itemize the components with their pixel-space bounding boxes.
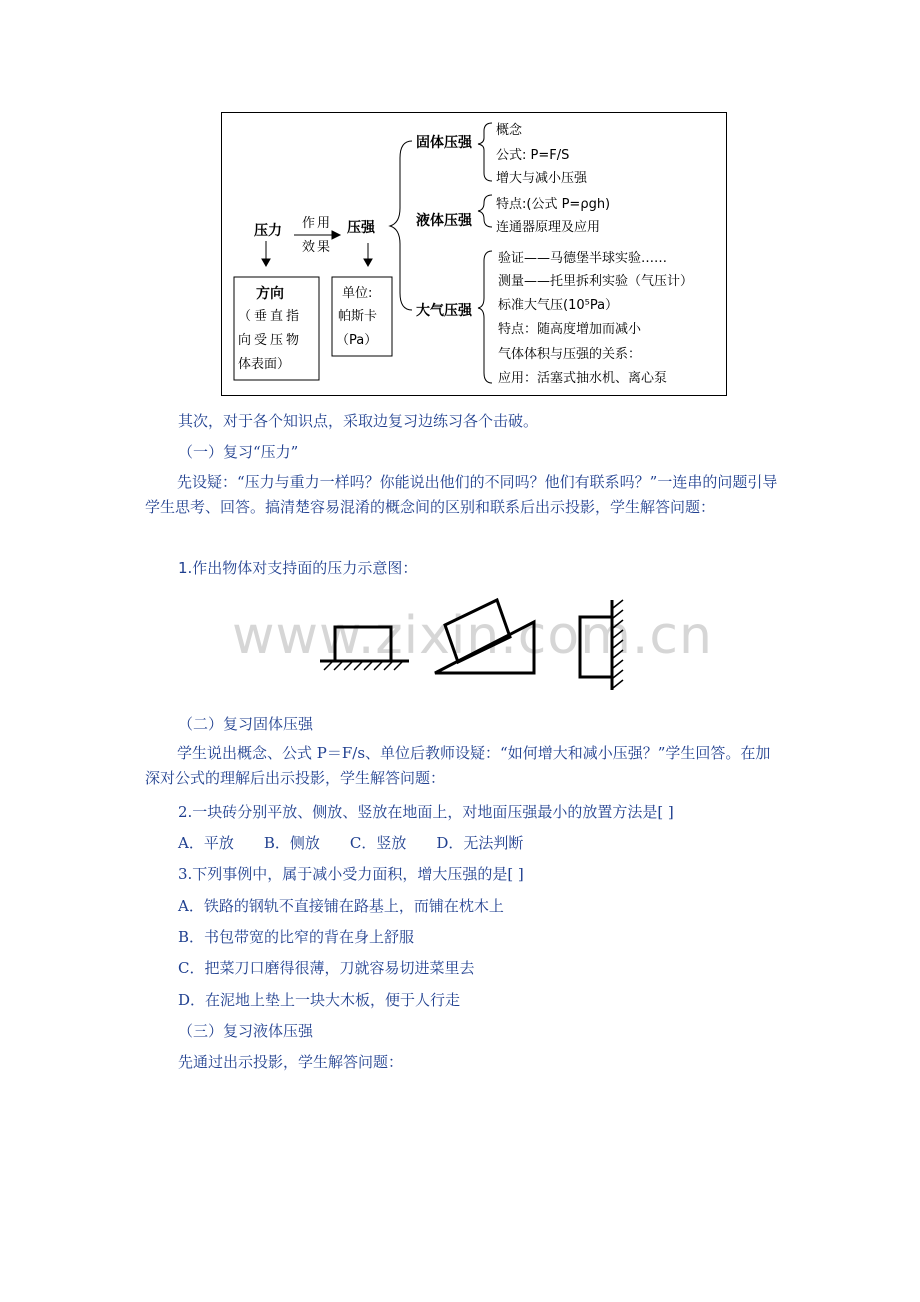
paragraph-liquid: 先通过出示投影，学生解答问题： [178,1053,404,1071]
unit-line-3: （Pa） [336,333,378,348]
question-2-options: A．平放 B．侧放 C．竖放 D．无法判断 [178,834,524,852]
block-on-incline [445,600,510,662]
solid-item-1: 概念 [496,123,523,138]
atmos-item-4: 特点：随高度增加而减小 [498,322,642,337]
liquid-pressure-label: 液体压强 [416,213,472,229]
paragraph-pressure: 先设疑：“压力与重力一样吗？你能说出他们的不同吗？他们有联系吗？”一连串的问题引导学生思考、回答。搞清楚容易混淆的概念间的区别和联系后出示投影，学生解答问题： [145,473,778,516]
direction-line-1: （垂直指 [238,309,303,324]
paragraph-solid: 学生说出概念、公式 P＝F/s、单位后教师设疑：“如何增大和减小压强？”学生回答。在加深对公式的理解后出示投影，学生解答问题： [145,744,771,787]
unit-line-2: 帕斯卡 [338,309,378,324]
pressure-label: 压力 [254,223,282,239]
atmos-item-2: 测量——托里拆利实验（气压计） [498,274,694,289]
atmos-item-1: 验证——马德堡半球实验…… [498,251,668,266]
atmos-item-6: 应用：活塞式抽水机、离心泵 [498,371,668,386]
question-3-option-d: D．在泥地上垫上一块大木板，便于人行走 [178,991,461,1009]
liquid-item-1: 特点:(公式 P=ρgh) [496,197,611,212]
section-heading-liquid: （三）复习液体压强 [178,1022,314,1040]
effect-top-label: 作用 [302,216,333,231]
watermark: www.zixin.com.cn [232,606,713,666]
concept-map-diagram [221,112,727,396]
effect-bottom-label: 效果 [302,240,333,255]
question-3-option-a: A．铁路的钢轨不直接铺在路基上，而铺在枕木上 [178,897,504,915]
incline [435,622,534,673]
section-heading-pressure: （一）复习“压力” [178,443,299,461]
direction-title: 方向 [256,286,284,302]
unit-line-1: 单位: [342,286,373,301]
direction-line-3: 体表面） [238,357,291,372]
solid-pressure-label: 固体压强 [416,135,472,151]
atmos-pressure-label: 大气压强 [416,303,472,319]
question-3-option-c: C．把菜刀口磨得很薄，刀就容易切进菜里去 [178,959,475,977]
liquid-item-2: 连通器原理及应用 [496,220,601,235]
pressure-strength-label: 压强 [347,220,375,236]
atmos-item-3: 标准大气压(10⁵Pa） [498,298,619,313]
question-1 [178,561,417,576]
solid-item-2: 公式: P=F/S [496,148,570,163]
question-3: 3.下列事例中，属于减小受力面积，增大压强的是[ ] [178,865,524,883]
question-2: 2.一块砖分别平放、侧放、竖放在地面上，对地面压强最小的放置方法是[ ] [178,803,674,821]
solid-item-3: 增大与减小压强 [496,171,588,186]
question-1-text: 1.作出物体对支持面的压力示意图： [178,559,418,577]
atmos-item-5: 气体体积与压强的关系： [498,347,642,362]
direction-line-2: 向受压物 [238,333,303,348]
section-heading-solid: （二）复习固体压强 [178,715,314,733]
block-on-ground [335,627,391,661]
pressure-figures [310,590,710,705]
question-3-option-b: B．书包带宽的比窄的背在身上舒服 [178,928,415,946]
paragraph-intro: 其次，对于各个知识点，采取边复习边练习各个击破。 [178,412,539,430]
block-on-wall [580,617,612,677]
